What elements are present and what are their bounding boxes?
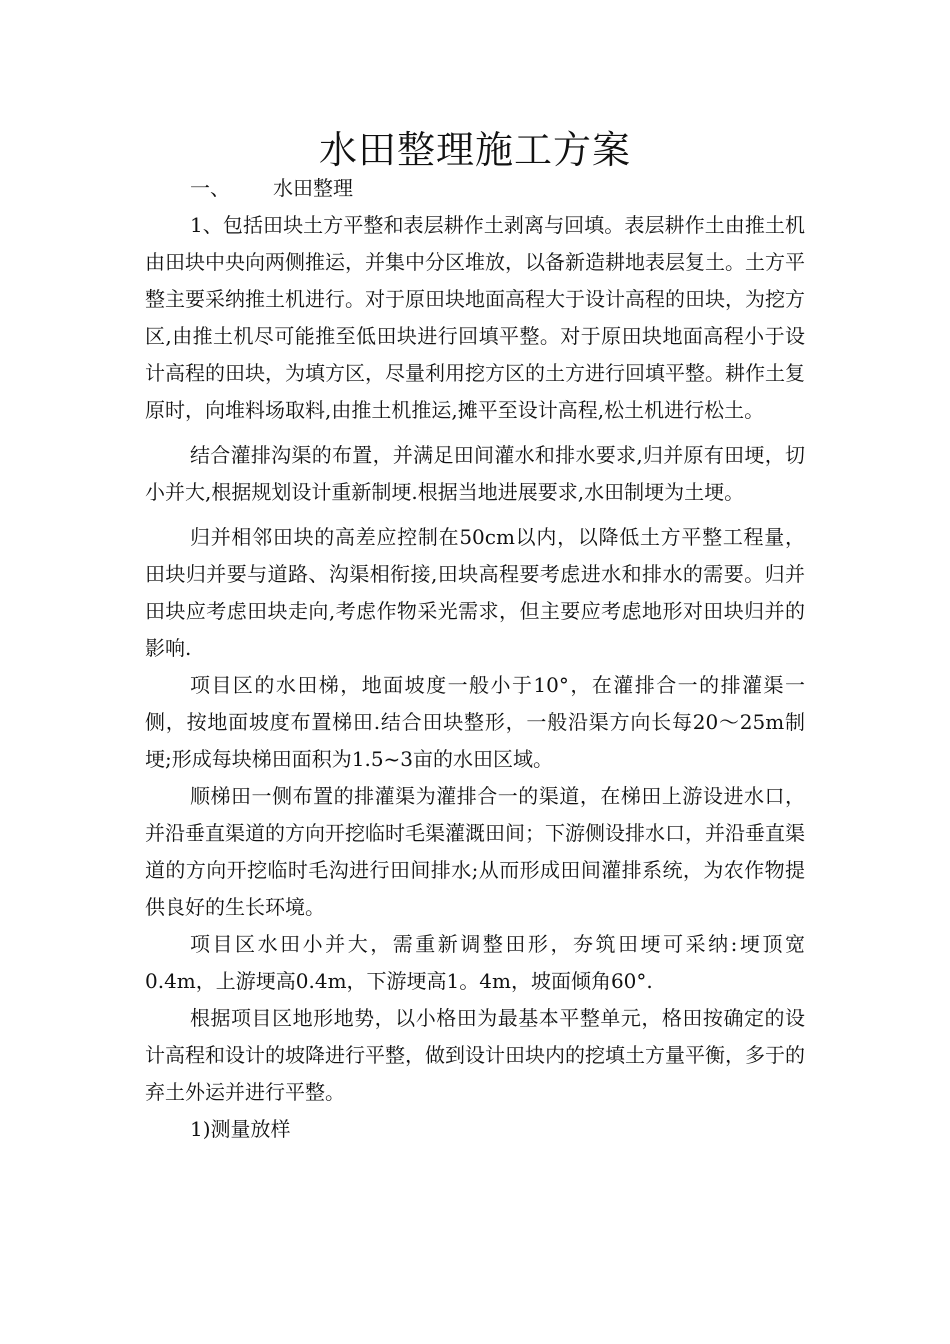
paragraph-4: 项目区的水田梯，地面坡度一般小于10°，在灌排合一的排灌渠一侧，按地面坡度布置梯田.结合田块整形，一般沿渠方向长每20～25m制埂;形成每块梯田面积为1.5~3亩的水田区域。 xyxy=(145,673,805,771)
subsection-heading: 1)测量放样 xyxy=(190,1117,291,1141)
section-number: 一、 xyxy=(190,176,230,200)
paragraph-7: 根据项目区地形地势，以小格田为最基本平整单元，格田按确定的设计高程和设计的坡降进行平整，做到设计田块内的挖填土方量平衡，多于的弃土外运并进行平整。 xyxy=(145,1006,805,1104)
document-body xyxy=(145,170,805,1148)
paragraph-3: 归并相邻田块的高差应控制在50cm以内，以降低土方平整工程量，田块归并要与道路、沟渠相衔接,田块高程要考虑进水和排水的需要。归并田块应考虑田块走向,考虑作物采光需求，但主要应考虑地形对田块归并的影响. xyxy=(145,525,805,660)
paragraph-1: 1、包括田块土方平整和表层耕作土剥离与回填。表层耕作土由推土机由田块中央向两侧推运，并集中分区堆放，以备新造耕地表层复土。土方平整主要采纳推土机进行。对于原田块地面高程大于设计高程的田块，为挖方区,由推土机尽可能推至低田块进行回填平整。对于原田块地面高程小于设计高程的田块，为填方区，尽量利用挖方区的土方进行回填平整。耕作土复原时，向堆料场取料,由推土机推运,摊平至设计高程,松土机进行松土。 xyxy=(145,213,805,422)
paragraph-5: 顺梯田一侧布置的排灌渠为灌排合一的渠道，在梯田上游设进水口，并沿垂直渠道的方向开挖临时毛渠灌溉田间；下游侧设排水口，并沿垂直渠道的方向开挖临时毛沟进行田间排水;从而形成田间灌排系统，为农作物提供良好的生长环境。 xyxy=(145,784,805,919)
paragraph-2: 结合灌排沟渠的布置，并满足田间灌水和排水要求,归并原有田埂，切小并大,根据规划设计重新制埂.根据当地进展要求,水田制埂为土埂。 xyxy=(145,443,805,504)
section-title: 水田整理 xyxy=(273,176,353,200)
document-title: 水田整理施工方案 xyxy=(318,128,631,172)
paragraph-6: 项目区水田小并大，需重新调整田形，夯筑田埂可采纳:埂顶宽0.4m，上游埂高0.4m，下游埂高1。4m，坡面倾角60°. xyxy=(145,932,805,993)
section-heading xyxy=(145,170,805,207)
